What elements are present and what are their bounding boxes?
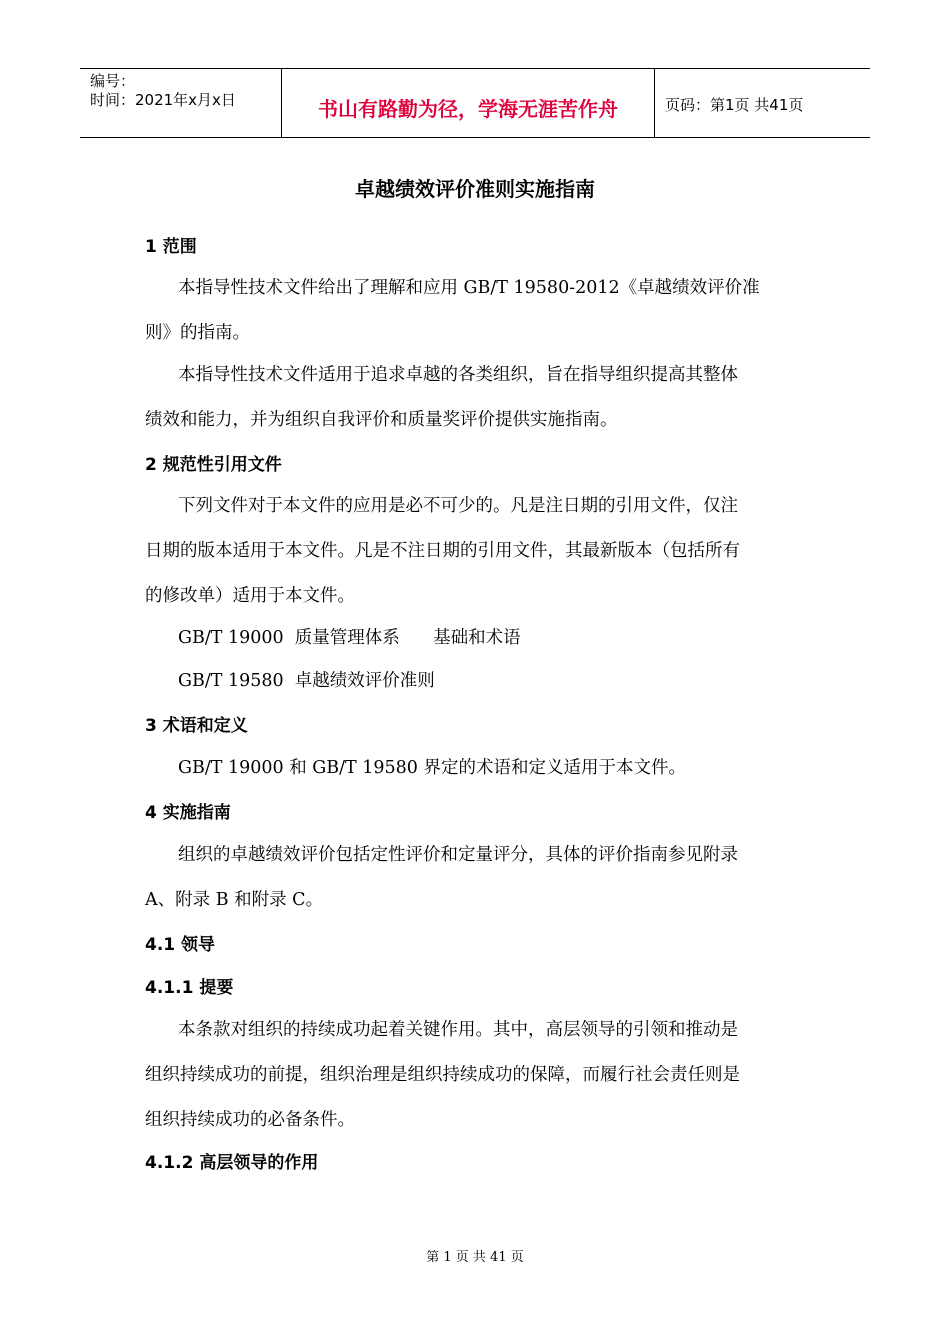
paragraph-line: 下列文件对于本文件的应用是必不可少的。凡是注日期的引用文件，仅注 [178,496,738,516]
paragraph-line: 本条款对组织的持续成功起着关键作用。其中，高层领导的引领和推动是 [178,1020,738,1040]
paragraph-line: 绩效和能力，并为组织自我评价和质量奖评价提供实施指南。 [145,410,618,430]
document-number-label: 编号： [90,72,136,90]
document-time-label: 时间：2021年x月x日 [90,91,236,109]
paragraph-line: 则》的指南。 [145,323,250,343]
paragraph-line: 的修改单）适用于本文件。 [145,586,355,606]
paragraph-line: 本指导性技术文件适用于追求卓越的各类组织，旨在指导组织提高其整体 [178,365,738,385]
section-4-1-2-heading: 4.1.2 高层领导的作用 [145,1153,319,1173]
section-4-heading: 4 实施指南 [145,803,231,823]
document-title: 卓越绩效评价准则实施指南 [355,177,595,201]
section-4-1-heading: 4.1 领导 [145,935,216,955]
paragraph-line: 组织的卓越绩效评价包括定性评价和定量评分，具体的评价指南参见附录 [178,845,738,865]
paragraph-line: 本指导性技术文件给出了理解和应用 GB/T 19580-2012《卓越绩效评价准 [178,278,760,298]
paragraph-line: A、附录 B 和附录 C。 [145,890,324,910]
paragraph-line: 组织持续成功的必备条件。 [145,1110,355,1130]
paragraph-line: 日期的版本适用于本文件。凡是不注日期的引用文件，其最新版本（包括所有 [145,541,740,561]
reference-item: GB/T 19580 卓越绩效评价准则 [178,671,435,691]
section-2-heading: 2 规范性引用文件 [145,455,282,475]
header-left-cell [80,69,282,137]
reference-item: GB/T 19000 质量管理体系 基础和术语 [178,628,521,648]
header-motto: 书山有路勤为径，学海无涯苦作舟 [318,97,618,121]
header-page-info: 页码：第1页 共41页 [665,96,804,114]
header-page-cell [655,69,870,137]
section-1-heading: 1 范围 [145,237,197,257]
section-4-1-1-heading: 4.1.1 提要 [145,978,234,998]
header-motto-cell [282,69,655,137]
page-header-table [80,68,870,138]
page-footer: 第 1 页 共 41 页 [426,1250,524,1265]
section-3-heading: 3 术语和定义 [145,716,248,736]
paragraph-line: GB/T 19000 和 GB/T 19580 界定的术语和定义适用于本文件。 [178,758,686,778]
paragraph-line: 组织持续成功的前提，组织治理是组织持续成功的保障，而履行社会责任则是 [145,1065,740,1085]
